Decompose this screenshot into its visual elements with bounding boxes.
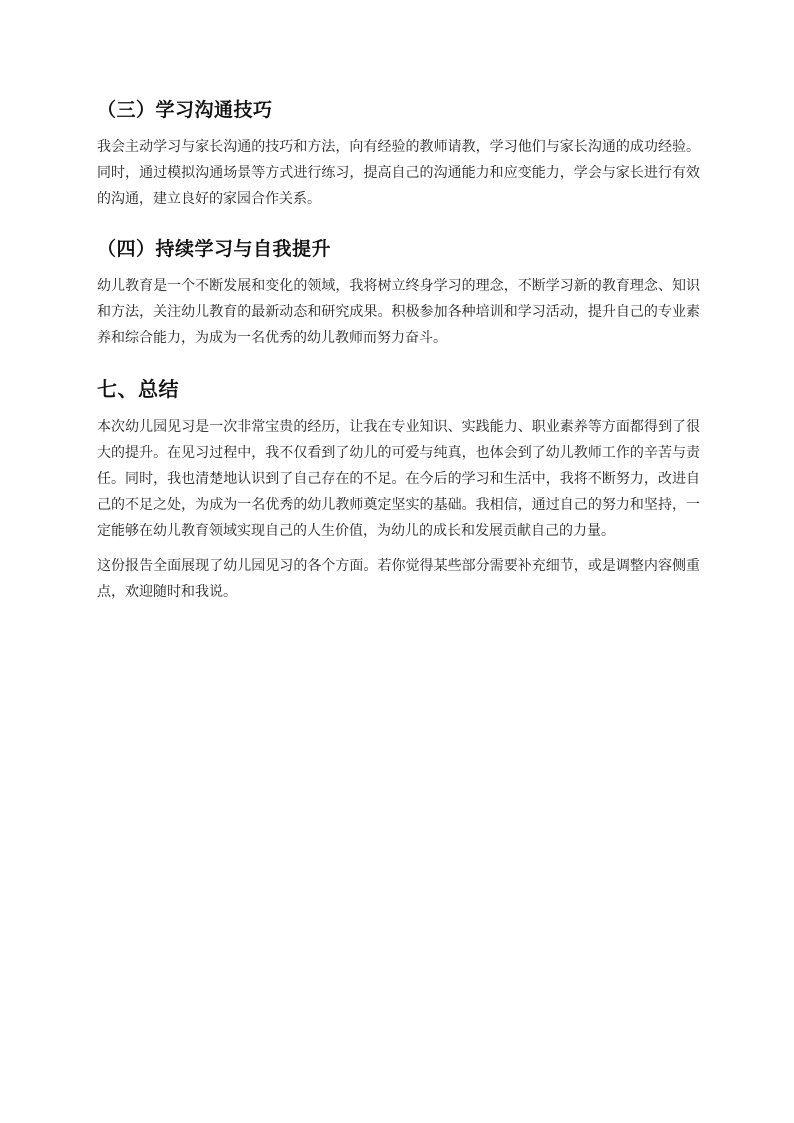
section-3-heading: （三）学习沟通技巧 bbox=[97, 99, 273, 121]
document-page bbox=[97, 96, 700, 605]
summary-paragraph: 本次幼儿园见习是一次非常宝贵的经历，让我在专业知识、实践能力、职业素养等方面都得到了很大的提升。在见习过程中，我不仅看到了幼儿的可爱与纯真，也体会到了幼儿教师工作的辛苦与责任。同时，我也清楚地认识到了自己存在的不足。在今后的学习和生活中，我将不断努力，改进自己的不足之处，为成为一名优秀的幼儿教师奠定坚实的基础。我相信，通过自己的努力和坚持，一定能够在幼儿教育领域实现自己的人生价值，为幼儿的成长和发展贡献自己的力量。 bbox=[97, 419, 700, 539]
section-4-paragraph: 幼儿教育是一个不断发展和变化的领域，我将树立终身学习的理念，不断学习新的教育理念、知识和方法，关注幼儿教育的最新动态和研究成果。积极参加各种培训和学习活动，提升自己的专业素养和综合能力，为成为一名优秀的幼儿教师而努力奋斗。 bbox=[97, 278, 700, 346]
closing-note: 这份报告全面展现了幼儿园见习的各个方面。若你觉得某些部分需要补充细节，或是调整内容侧重点，欢迎随时和我说。 bbox=[97, 558, 700, 600]
section-4-heading: （四）持续学习与自我提升 bbox=[97, 238, 332, 260]
section-3-paragraph: 我会主动学习与家长沟通的技巧和方法，向有经验的教师请教，学习他们与家长沟通的成功经验。同时，通过模拟沟通场景等方式进行练习，提高自己的沟通能力和应变能力，学会与家长进行有效的沟通，建立良好的家园合作关系。 bbox=[97, 139, 700, 207]
summary-heading: 七、总结 bbox=[97, 377, 179, 401]
